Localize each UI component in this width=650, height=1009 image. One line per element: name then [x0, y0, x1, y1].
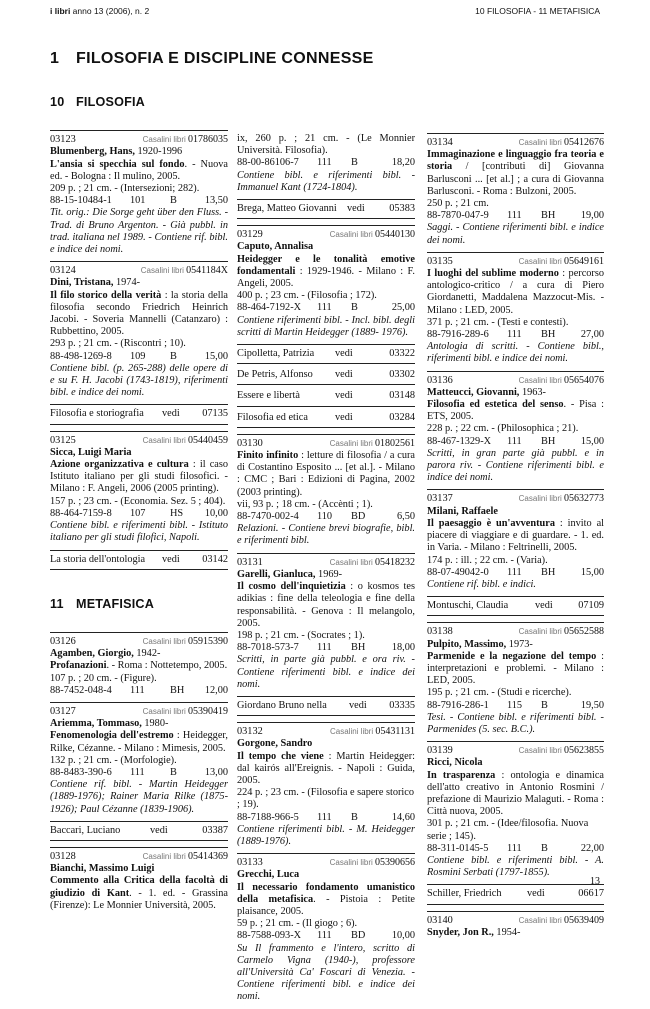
- bib-entry: 03130 Casalini libri 01802561 Finito infinito : letture di filosofia / a cura di Costantino Esposito ... [et al.]. - Milano : CMC ; Bari : Edizioni di Pagina, 2002 (2003 printing). vii, 93 p. ; 18 cm. - (Accènti ; 1). 88-7470-002-4 110 BD 6,50 Relazioni. - Contiene brevi biografie, bibl. e riferimenti bibl.: [237, 434, 415, 548]
- column-2: [237, 133, 415, 1009]
- cross-reference: Baccari, Luciano vedi 03387: [50, 821, 228, 841]
- bib-entry: 03128 Casalini libri 05414369 Bianchi, Massimo Luigi Commento alla Critica della facoltà di giudizio di Kant. - 1. ed. - Grassina (Firenze): Le Monnier Università, 2005.: [50, 847, 228, 912]
- bib-entry: 03137 Casalini libri 05632773 Milani, Raffaele Il paesaggio è un'avventura : invito al piacere di viaggiare e di guardare. - 1. ed. in Varia. - Milano : Feltrinelli, 2005. 174 p. : ill. ; 22 cm. - (Varia). 88-07-49042-0 111 BH 15,00 Contiene rif. bibl. e indici.: [427, 489, 604, 591]
- casalini-id: Casalini libri 05390419: [142, 705, 228, 717]
- casalini-id: Casalini libri 05649161: [518, 255, 604, 267]
- bib-entry: 03123 Casalini libri 01786035 Blumenberg, Hans, 1920-1996 L'ansia si specchia sul fondo. - Nuova ed. - Bologna : Il mulino, 2005. 209 p. ; 21 cm. - (Intersezioni; 282). 88-15-10484-1 101 B 13,50 Tit. orig.: Die Sorge geht über den Fluss. - Trad. di Bruno Argenton. - Già pubbl. in trad. italiana nel 1989. - Contiene rif. bibl. e indice dei nomi.: [50, 130, 228, 256]
- bib-entry-continued: ix, 260 p. ; 21 cm. - (Le Monnier Università. Filosofia). 88-00-86106-7 111 B 18,20 Contiene bibl. e riferimenti bibl. - Immanuel Kant (1724-1804).: [237, 133, 415, 193]
- cross-reference: Schiller, Friedrich vedi 06617: [427, 884, 604, 904]
- cross-reference: La storia dell'ontologia vedi 03142: [50, 550, 228, 570]
- bib-entry: 03134 Casalini libri 05412676 Immaginazione e linguaggio fra teoria e storia / [contributi di] Giovanna Barlusconi ... [et al.] ; a cura di Giovanna Barlusconi. - Roma : Bulzoni, 2005. 250 p. ; 21 cm. 88-7870-047-9 111 BH 19,00 Saggi. - Contiene riferimenti bibl. e indice dei nomi.: [427, 133, 604, 247]
- bib-entry: 03127 Casalini libri 05390419 Ariemma, Tommaso, 1980- Fenomenologia dell'estremo : Heidegger, Rilke, Cézanne. - Milano : Mimesis, 2005. 132 p. ; 21 cm. - (Morfologie). 88-8483-390-6 111 B 13,00 Contiene rif. bibl. - Martin Heidegger (1889-1976); Rainer Maria Rilke (1875- 1926); Paul Cézanne (1839-1906).: [50, 702, 228, 816]
- cross-reference: De Petris, Alfonso vedi 03302: [237, 364, 415, 385]
- casalini-id: Casalini libri 05652588: [518, 626, 604, 638]
- casalini-id: Casalini libri 01802561: [329, 437, 415, 449]
- bib-entry: 03139 Casalini libri 05623855 Ricci, Nicola In trasparenza : ontologia e dinamica dell'atto creativo in Antonio Rosmini / prefazione di Maurizio Malaguti. - Roma : Città nuova, 2005. 301 p. ; 21 cm. - (Idee/filosofia. Nuova serie ; 145). 88-311-0145-5 111 B 22,00 Contiene bibl. e riferimenti bibl. - A. Rosmini Serbati (1797-1855).: [427, 741, 604, 879]
- bib-entry: 03126 Casalini libri 05915390 Agamben, Giorgio, 1942- Profanazioni. - Roma : Nottetempo, 2005. 107 p. ; 20 cm. - (Figure). 88-7452-048-4 111 BH 12,00: [50, 632, 228, 697]
- casalini-id: Casalini libri 05440459: [142, 434, 228, 446]
- bib-entry: 03124 Casalini libri 0541184X Dini, Tristana, 1974- Il filo storico della verità : la storia della filosofia secondo Friedrich Heinrich Jacobi. - Soveria Mannelli (Catanzaro) : Rubbettino, 2005. 293 p. ; 21 cm. - (Riscontri ; 10). 88-498-1269-8 109 B 15,00 Contiene bibl. (p. 265-288) delle opere di e su F. H. Jacobi (1743-1819), riferimenti bibl. e indice dei nomi.: [50, 261, 228, 399]
- bib-entry: 03125 Casalini libri 05440459 Sicca, Luigi Maria Azione organizzativa e cultura : il caso Istituto italiano per gli studi filosofici. - Milano : F. Angeli, 2006 (2005 printing). 157 p. ; 23 cm. - (Economia. Sez. 5 ; 404). 88-464-7159-8 107 HS 10,00 Contiene bibl. e riferimenti bibl. - Istituto italiano per gli studi filofici, Napoli.: [50, 431, 228, 545]
- cross-reference: Filosofia ed etica vedi 03284: [237, 407, 415, 428]
- running-header: [50, 4, 600, 18]
- header-journal: i libri anno 13 (2006), n. 2: [50, 6, 150, 16]
- bib-entry: 03138 Casalini libri 05652588 Pulpito, Massimo, 1973- Parmenide e la negazione del tempo : interpretazioni e problemi. - Milano : LED, 2005. 195 p. ; 21 cm. - (Studi e ricerche). 88-7916-286-1 115 B 19,50 Tesi. - Contiene bibl. e riferimenti bibl. - Parmenides (5. sec. B.C.).: [427, 622, 604, 736]
- casalini-id: Casalini libri 05390656: [329, 857, 415, 869]
- casalini-id: Casalini libri 05418232: [329, 556, 415, 568]
- casalini-id: Casalini libri 05412676: [518, 137, 604, 148]
- casalini-id: Casalini libri 05639409: [518, 914, 604, 926]
- cross-reference: Essere e libertà vedi 03148: [237, 385, 415, 406]
- column-3: [427, 133, 604, 944]
- casalini-id: Casalini libri 05440130: [329, 229, 415, 241]
- casalini-id: Casalini libri 05623855: [518, 745, 604, 757]
- cross-reference: Giordano Bruno nella vedi 03335: [237, 696, 415, 716]
- bib-entry: 03136 Casalini libri 05654076 Matteucci, Giovanni, 1963- Filosofia ed estetica del senso. - Pisa : ETS, 2005. 228 p. ; 22 cm. - (Philosophica ; 21). 88-467-1329-X 111 BH 15,00 Scritti, in gran parte già pubbl. e in parora riv. - Contiene riferimenti bibl. e indice dei nomi.: [427, 371, 604, 485]
- casalini-id: Casalini libri 01786035: [142, 134, 228, 146]
- subsection-title-filosofia: 10 FILOSOFIA: [50, 95, 145, 109]
- casalini-id: Casalini libri 05632773: [518, 493, 604, 505]
- bib-entry: 03132 Casalini libri 05431131 Gorgone, Sandro Il tempo che viene : Martin Heidegger: dal kairós all'Ereignis. - Napoli : Guida, 2005. 224 p. ; 23 cm. - (Filosofia e sapere storico ; 19). 88-7188-966-5 111 B 14,60 Contiene riferimenti bibl. - M. Heidegger (1889-1976).: [237, 722, 415, 848]
- subsection-title-metafisica: 11 METAFISICA: [50, 596, 155, 611]
- casalini-id: Casalini libri 05915390: [142, 635, 228, 647]
- cross-reference: Cipolletta, Patrizia vedi 03322: [237, 344, 415, 364]
- cross-reference: Filosofia e storiografia vedi 07135: [50, 404, 228, 424]
- bib-entry: 03135 Casalini libri 05649161 I luoghi del sublime moderno : percorso antologico-critico / a cura di Piero Giordanetti, Maddalena Mazzocut-Mis. - Milano : LED, 2005. 371 p. ; 21 cm. - (Testi e contesti). 88-7916-289-6 111 BH 27,00 Antologia di scritti. - Contiene bibl., riferimenti bibl. e indice dei nomi.: [427, 252, 604, 366]
- casalini-id: Casalini libri 05654076: [518, 374, 604, 386]
- bib-entry: 03140 Casalini libri 05639409 Snyder, Jon R., 1954-: [427, 911, 604, 939]
- cross-reference: Brega, Matteo Giovanni vedi 05383: [237, 199, 415, 219]
- page-number: 13: [590, 876, 600, 887]
- bib-entry: 03131 Casalini libri 05418232 Garelli, Gianluca, 1969- Il cosmo dell'inquietizia : o kosmos tes adikias : fine della teleologia e fine della responsabilità. - Genova : Il melangolo, 2005. 198 p. ; 21 cm. - (Socrates ; 1). 88-7018-573-7 111 BH 18,00 Scritti, in parte già pubbl. e ora riv. - Contiene riferimenti bibl. e indice dei nomi.: [237, 553, 415, 691]
- casalini-id: Casalini libri 05414369: [142, 850, 228, 862]
- header-section: 10 FILOSOFIA - 11 METAFISICA: [475, 6, 600, 16]
- section-title: 1 FILOSOFIA E DISCIPLINE CONNESSE: [50, 50, 374, 67]
- cross-reference: Montuschi, Claudia vedi 07109: [427, 596, 604, 616]
- bib-entry: 03129 Casalini libri 05440130 Caputo, Annalisa Heidegger e le tonalità emotive fondamentali : 1929-1946. - Milano : F. Angeli, 2005. 400 p. ; 23 cm. - (Filosofia ; 172). 88-464-7192-X 111 B 25,00 Contiene riferimenti bibl. - Incl. bibl. degli scritti di Martin Heidegger (1889- 1976).: [237, 225, 415, 339]
- column-1: [50, 96, 228, 917]
- bib-entry: 03133 Casalini libri 05390656 Grecchi, Luca Il necessario fondamento umanistico della metafisica. - Pistoia : Petite plaisance, 2005. 59 p. ; 21 cm. - (Il giogo ; 6). 88-7588-093-X 111 BD 10,00 Su Il frammento e l'intero, scritto di Carmelo Vigna (1940-), professore all'Università Ca' Foscari di Venezia. - Contiene riferimenti bibl. e indice dei nomi.: [237, 853, 415, 1003]
- casalini-id: Casalini libri 0541184X: [140, 265, 228, 277]
- casalini-id: Casalini libri 05431131: [330, 726, 415, 738]
